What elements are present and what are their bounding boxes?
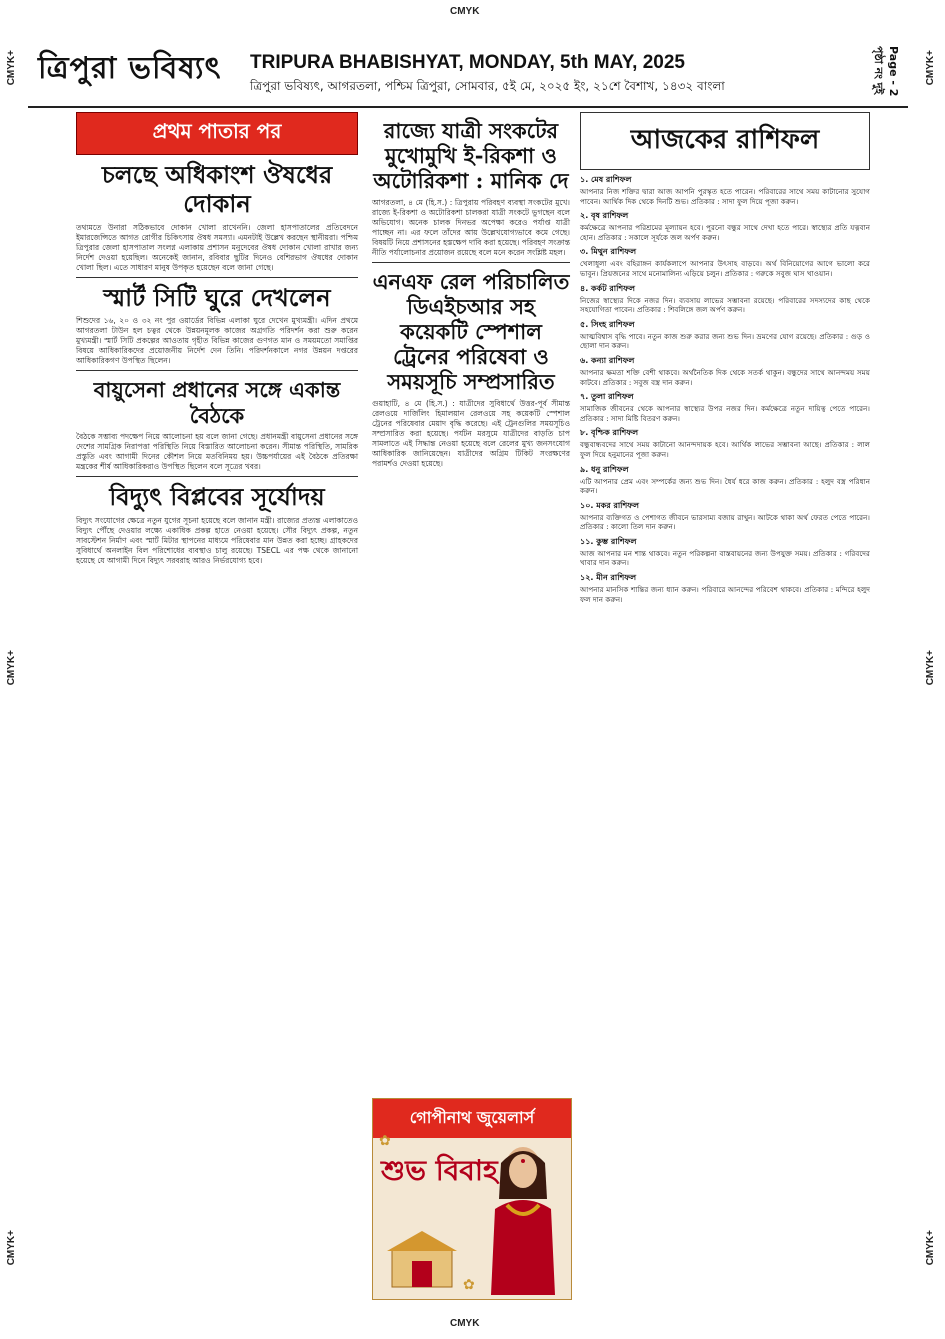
divider	[76, 476, 358, 477]
article-body: বৈঠকে সম্ভাব্য পদক্ষেপ নিয়ে আলোচনা হয় বলে জানা গেছে। প্রধানমন্ত্রী বায়ুসেনা প্রধানের সঙ্গে দেশের সামগ্রিক নিরাপত্তা পরিস্থিতি নিয়ে বিস্তারিত আলোচনা করেন। সীমান্ত পরিস্থিতি, সামরিক প্রস্তুতি এবং আগামী দিনের কৌশল নিয়ে মতবিনিময় হয়। উচ্চপর্যায়ের এই বৈঠকে প্রতিরক্ষা মন্ত্রকের শীর্ষ আধিকারিকরাও উপস্থিত ছিলেন বলে সূত্রের খবর।	[76, 431, 358, 471]
zodiac-sign-label: ৪. কর্কট রাশিফল	[580, 283, 635, 293]
zodiac-sign-label: ৭. তুলা রাশিফল	[580, 392, 634, 402]
article-body: তথ্যমতে উনারা সঠিকভাবে দোকান খোলা রাখেননি। জেলা হাসপাতালের প্রতিবেদনে ইমারজেন্সিতে আগত রোগীর চিকিৎসায় ঔষধ সমস্যা। এমনটাই উল্লেখ করছেন স্থানীয়রা। পশ্চিম ত্রিপুরার জেলা হাসপাতাল সংলগ্ন এলাকায় প্রশাসন মনুদেবের ঔষধ দোকান খোলা রাখার জন্য নির্দেশ দেওয়া হয়েছিল। অনেকেই জানান, রবিবার ছুটির দিনেও বেশিরভাগ ঔষধের দোকান খোলা ছিল। এতে সাধারণ মানুষ উপকৃত হয়েছেন বলে জানা গেছে।	[76, 222, 358, 272]
right-column	[580, 112, 870, 604]
jewellery-advertisement	[372, 1098, 572, 1300]
registration-mark-left: CMYK+	[6, 50, 17, 86]
article-headline: বায়ুসেনা প্রধানের সঙ্গে একান্ত বৈঠকে	[93, 377, 341, 428]
zodiac-sign-text: আত্মবিশ্বাস বৃদ্ধি পাবে। নতুন কাজ শুরু করার জন্য শুভ দিন। ভ্রমণের যোগ রয়েছে। প্রতিকার : গুড় ও ছোলা দান করুন।	[580, 331, 870, 351]
horoscope-item	[580, 319, 870, 351]
horoscope-item	[580, 355, 870, 387]
horoscope-item	[580, 391, 870, 423]
zodiac-sign-label: ৫. সিংহ রাশিফল	[580, 319, 635, 329]
zodiac-sign-label: ২. বৃষ রাশিফল	[580, 211, 629, 221]
horoscope-item	[580, 464, 870, 496]
article-headline: স্মার্ট সিটি ঘুরে দেখলেন	[103, 282, 331, 312]
article-body: শিশুদের ১৬, ২০ ও ৩২ নং পুর ওয়ার্ডের বিভিন্ন এলাকা ঘুরে দেখেন মুখ্যমন্ত্রী। এদিন প্রথমে আগরতলা টাউন হল চত্বর থেকে উন্নয়নমূলক কাজের অগ্রগতি পরিদর্শন করা শুরু করেন মুখ্যমন্ত্রী। স্মার্ট সিটি প্রকল্পের আওতায় গৃহীত বিভিন্ন কাজের গুণগত মান ও সময়মতো সমাপ্তির বিষয়ে আধিকারিকদের প্রয়োজনীয় নির্দেশ দেন তিনি। পরিদর্শনকালে নগর উন্নয়ন দপ্তরের আধিকারিকগণ উপস্থিত ছিলেন।	[76, 316, 358, 366]
horoscope-item	[580, 174, 870, 206]
masthead-title: TRIPURA BHABISHYAT, MONDAY, 5th MAY, 2025	[250, 52, 685, 73]
zodiac-sign-text: বন্ধুবান্ধবদের সাথে সময় কাটানো আনন্দদায়ক হবে। আর্থিক লাভের সম্ভাবনা আছে। প্রতিকার : লাল ফুল দিয়ে হনুমানের পূজা করুন।	[580, 440, 870, 459]
zodiac-sign-text: আপনার নিজ শক্তির দ্বারা আজ আপনি পুরস্কৃত হতে পারেন। পরিবারের সাথে সময় কাটানোর সুযোগ পাবেন। আর্থিক দিক থেকে দিনটি শুভ। প্রতিকার : সাদা ফুল দিয়ে পূজা করুন।	[580, 187, 870, 206]
article-headline: এনএফ রেল পরিচালিত ডিএইচআর সহ কয়েকটি স্পেশাল ট্রেনের পরিষেবা ও সময়সূচি সম্প্রসারিত	[372, 268, 570, 395]
horoscope-heading: আজকের রাশিফল	[580, 112, 870, 170]
section-banner: প্রথম পাতার পর	[76, 112, 358, 155]
article-headline: বিদ্যুৎ বিপ্লবের সূর্যোদয়	[109, 481, 325, 511]
zodiac-sign-label: ১১. কুম্ভ রাশিফল	[580, 536, 637, 546]
divider	[76, 370, 358, 371]
registration-mark-right: CMYK+	[925, 50, 936, 86]
article-body: গুয়াহাটি, ৪ মে (হি.স.) : যাত্রীদের সুবিধার্থে উত্তর-পূর্ব সীমান্ত রেলওয়ে দার্জিলিং হিমালয়ান রেলওয়ে সহ কয়েকটি স্পেশাল ট্রেনের পরিষেবার মেয়াদ বৃদ্ধি করেছে। এই ট্রেনগুলির সময়সূচিও সম্প্রসারিত করা হয়েছে। পর্যটন মরসুমে যাত্রীদের বাড়তি চাপ সামলাতে এই সিদ্ধান্ত নেওয়া হয়েছে বলে রেলের মুখ্য জনসংযোগ আধিকারিক জানিয়েছেন। যাত্রীদের অগ্রিম টিকিট সংরক্ষণের পরামর্শও দেওয়া হয়েছে।	[372, 398, 570, 468]
zodiac-sign-text: আজ আপনার মন শান্ত থাকবে। নতুন পরিকল্পনা বাস্তবায়নের জন্য উপযুক্ত সময়। প্রতিকার : গরিবদের খাবার দান করুন।	[580, 548, 870, 568]
zodiac-sign-text: খেলাধুলা এবং বহিরাঙ্গন কার্যকলাপে আপনার উৎসাহ বাড়বে। অর্থ বিনিয়োগের আগে ভালো করে ভাবুন। প্রিয়জনের সাথে মনোমালিন্য এড়িয়ে চলুন। প্রতিকার : গরুকে সবুজ ঘাস খাওয়ান।	[580, 259, 870, 278]
zodiac-sign-text: নিজের স্বাস্থ্যের দিকে নজর দিন। ব্যবসায় লাভের সম্ভাবনা রয়েছে। পরিবারের সদস্যদের কাছ থেকে সহযোগিতা পাবেন। প্রতিকার : শিবলিঙ্গে জল অর্পণ করুন।	[580, 295, 870, 315]
article-body: বিদ্যুৎ সংযোগের ক্ষেত্রে নতুন যুগের সূচনা হয়েছে বলে জানান মন্ত্রী। রাজ্যের প্রত্যন্ত এলাকাতেও বিদ্যুৎ পৌঁছে দেওয়ার লক্ষ্যে একাধিক প্রকল্প হাতে নেওয়া হয়েছে। সৌর বিদ্যুৎ প্রকল্প, নতুন সাবস্টেশন নির্মাণ এবং স্মার্ট মিটার স্থাপনের মাধ্যমে পরিষেবার মান উন্নত করা হচ্ছে। গ্রাহকদের সুবিধার্থে অনলাইন বিল পরিশোধের ব্যবস্থাও চালু রয়েছে। TSECL এর পক্ষ থেকে জানানো হয়েছে যে আগামী দিনে বিদ্যুৎ সরবরাহ আরও নির্ভরযোগ্য হবে।	[76, 515, 358, 565]
mandap-illustration	[387, 1229, 457, 1289]
divider	[76, 277, 358, 278]
registration-mark-top: CMYK	[450, 6, 480, 17]
zodiac-sign-label: ৩. মিথুন রাশিফল	[580, 247, 637, 257]
middle-column	[372, 112, 570, 469]
horoscope-item	[580, 283, 870, 315]
zodiac-sign-label: ৯. ধনু রাশিফল	[580, 464, 629, 474]
zodiac-sign-label: ১২. মীন রাশিফল	[580, 573, 637, 583]
article-headline: চলছে অধিকাংশ ঔষধের দোকান	[101, 160, 333, 218]
zodiac-sign-label: ৬. কন্যা রাশিফল	[580, 355, 635, 365]
newspaper-logo: ত্রিপুরা ভবিষ্যৎ	[38, 51, 222, 86]
masthead-subtitle: ত্রিপুরা ভবিষ্যৎ, আগরতলা, পশ্চিম ত্রিপুরা, সোমবার, ৫ই মে, ২০২৫ ইং, ২১শে বৈশাখ, ১৪৩২ বাংলা	[250, 79, 725, 93]
divider	[372, 262, 570, 263]
zodiac-sign-text: কর্মক্ষেত্রে আপনার পরিশ্রমের মূল্যায়ন হবে। পুরনো বন্ধুর সাথে দেখা হতে পারে। স্বাস্থ্যের প্রতি যত্নবান হোন। প্রতিকার : সকালে সূর্যকে জল অর্পণ করুন।	[580, 223, 870, 242]
left-column	[76, 112, 358, 566]
zodiac-sign-text: এটি আপনার প্রেম এবং সম্পর্কের জন্য শুভ দিন। ধৈর্য ধরে কাজ করুন। প্রতিকার : হলুদ বস্ত্র পরিধান করুন।	[580, 476, 870, 496]
zodiac-sign-text: আপনার মানসিক শান্তির জন্য ধ্যান করুন। পরিবারে আনন্দের পরিবেশ থাকবে। প্রতিকার : মন্দিরে হলুদ ফল দান করুন।	[580, 585, 870, 604]
zodiac-sign-label: ১. মেষ রাশিফল	[580, 175, 632, 184]
bride-image	[483, 1139, 563, 1295]
page-number: Page - 2 পৃষ্ঠা নং দুই	[872, 46, 900, 97]
registration-mark-bottom: CMYK	[450, 1318, 480, 1329]
registration-mark-right: CMYK+	[925, 650, 936, 686]
horoscope-item	[580, 536, 870, 568]
masthead	[28, 38, 908, 108]
horoscope-item	[580, 572, 870, 604]
flower-icon: ✿	[463, 1277, 475, 1293]
ad-brand: গোপীনাথ জুয়েলার্স	[373, 1099, 571, 1138]
horoscope-item	[580, 210, 870, 242]
flower-icon: ✿	[379, 1133, 391, 1149]
zodiac-sign-text: সামাজিক জীবনের থেকে আপনার স্বাস্থ্যের উপর নজর দিন। কর্মক্ষেত্রে নতুন দায়িত্ব পেতে পারেন। প্রতিকার : সাদা মিষ্টি বিতরণ করুন।	[580, 404, 870, 423]
zodiac-sign-label: ৮. বৃশ্চিক রাশিফল	[580, 428, 639, 438]
ad-title: শুভ বিবাহ	[381, 1154, 498, 1187]
horoscope-item	[580, 246, 870, 278]
zodiac-sign-label: ১০. মকর রাশিফল	[580, 500, 639, 510]
article-body: আগরতলা, ৪ মে (হি.স.) : ত্রিপুরায় পরিবহণ ব্যবস্থা সংকটের মুখে। রাজ্যে ই-রিকশা ও অটোরিকশা চালকরা যাত্রী সংকটে ভুগছেন বলে অভিযোগ। অনেক চালক দিনভর অপেক্ষা করেও পর্যাপ্ত যাত্রী পাচ্ছেন না। এর ফলে তাঁদের আয় উল্লেখযোগ্যভাবে কমে গেছে। বিষয়টি নিয়ে প্রশাসনের হস্তক্ষেপ দাবি করা হয়েছে। পরিবহণ সংক্রান্ত নীতি পর্যালোচনার প্রয়োজন রয়েছে বলে মনে করেন সংশ্লিষ্ট মহল।	[372, 197, 570, 257]
article-headline: রাজ্যে যাত্রী সংকটের মুখোমুখি ই-রিকশা ও অটোরিকশা : মানিক দে	[373, 118, 569, 194]
zodiac-sign-text: আপনার ক্ষমতা শক্তি বেশী থাকবে। অর্থনৈতিক দিক থেকে সতর্ক থাকুন। বন্ধুদের সাথে আনন্দময় সময় কাটবে। প্রতিকার : সবুজ বস্ত্র দান করুন।	[580, 367, 870, 387]
horoscope-list	[580, 174, 870, 604]
registration-mark-right: CMYK+	[925, 1230, 936, 1266]
horoscope-item	[580, 427, 870, 459]
registration-mark-left: CMYK+	[6, 650, 17, 686]
zodiac-sign-text: আপনার ব্যক্তিগত ও পেশাগত জীবনে ভারসাম্য বজায় রাখুন। আটকে থাকা অর্থ ফেরত পেতে পারেন। প্রতিকার : কালো তিল দান করুন।	[580, 512, 870, 532]
registration-mark-left: CMYK+	[6, 1230, 17, 1266]
horoscope-item	[580, 500, 870, 532]
